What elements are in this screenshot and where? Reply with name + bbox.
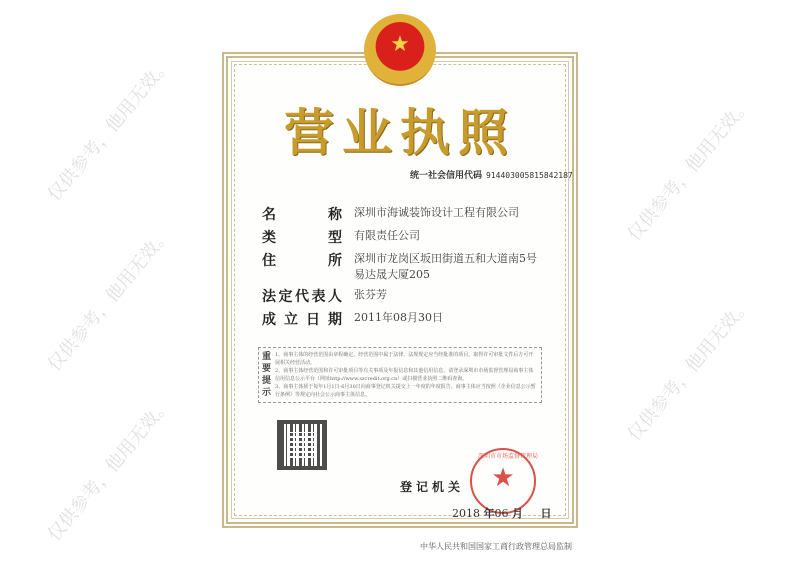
field-label: 成立日期	[262, 312, 342, 328]
field-value: 2011年08月30日	[354, 311, 443, 324]
month-unit: 月	[512, 507, 523, 520]
notice-item: 3、商事主体须于每年1月1日-6月30日向商事登记机关提交上一年度的年度报告。商事主体应当按照《企业信息公示暂行条例》等规定向社会公示商事主体信息。	[275, 384, 536, 398]
field-label: 法定代表人	[262, 289, 342, 305]
year-unit: 年	[483, 507, 495, 520]
date-month: 06	[494, 507, 509, 520]
star-icon: ★	[491, 463, 515, 493]
watermark: 仅供参考，他用无效。	[623, 293, 756, 446]
field-value: 张芬芳	[354, 288, 387, 301]
watermark: 仅供参考，他用无效。	[43, 393, 176, 546]
issue-date	[452, 507, 551, 520]
document-title: 营业执照	[284, 104, 516, 162]
credit-code-label: 统一社会信用代码	[410, 171, 483, 181]
field-name	[262, 204, 544, 224]
watermark: 仅供参考，他用无效。	[43, 223, 176, 376]
notice-item: 2、商事主体经营范围和许可审批项目等有关事项及年报信息和其他信用信息，请登录深圳市市场监督管理局商事主体信用信息公示平台（网址http://www.szcredit.org.cn）或扫描营业执照二维码查询。	[275, 368, 534, 382]
official-seal	[470, 448, 539, 514]
national-emblem-icon: ★	[364, 14, 436, 86]
notice-heading: 重要提示	[262, 352, 272, 398]
field-label: 类型	[262, 230, 342, 246]
field-type	[262, 227, 544, 247]
field-value: 有限责任公司	[354, 229, 420, 242]
field-label: 名称	[262, 207, 342, 223]
seal-text: 深圳市市场监督管理局	[478, 453, 539, 460]
field-value: 深圳市龙岗区坂田街道五和大道南5号易达晟大厦205	[354, 252, 537, 281]
qr-code	[277, 420, 327, 470]
credit-code-value: 914403005815842187	[486, 171, 573, 180]
credit-code	[410, 168, 573, 181]
watermark: 仅供参考，他用无效。	[43, 53, 176, 206]
field-label: 住所	[262, 253, 342, 269]
field-founded	[262, 309, 544, 329]
footer-supervision: 中华人民共和国国家工商行政管理总局监制	[420, 542, 572, 551]
field-value: 深圳市海诚装饰设计工程有限公司	[354, 206, 519, 219]
registration-authority-label: 登记机关	[400, 480, 465, 494]
day-unit: 日	[540, 507, 552, 520]
field-legal-rep	[262, 286, 544, 306]
important-notice	[258, 347, 542, 403]
field-address	[262, 250, 544, 283]
date-year: 2018	[452, 507, 480, 520]
watermark: 仅供参考，他用无效。	[623, 93, 756, 246]
notice-item: 1、商事主体的经营范围由章程确定。经营范围中属于法律、法规规定应当经批准的项目，取得许可审批文件后方可开展相关经营活动。	[275, 352, 534, 366]
